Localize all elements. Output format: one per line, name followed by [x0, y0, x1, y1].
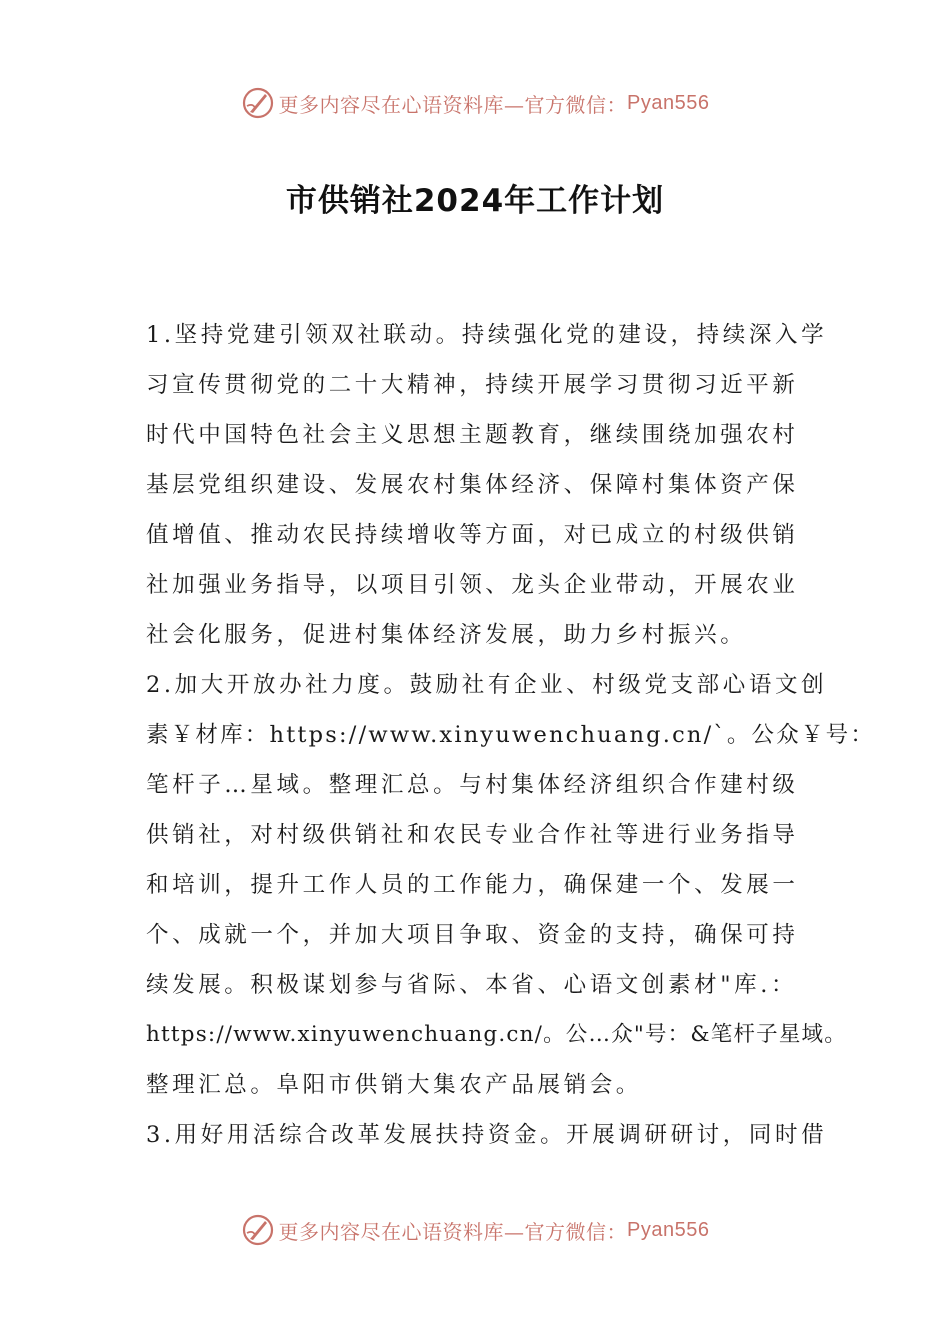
- quill-pen-icon: [241, 1213, 275, 1247]
- text-line: 供销社，对村级供销社和农民专业合作社等进行业务指导: [146, 822, 799, 848]
- text-line: 整理汇总。阜阳市供销大集农产品展销会。: [146, 1072, 642, 1098]
- document-body: [146, 310, 876, 1160]
- text-line: 3.用好用活综合改革发展扶持资金。开展调研研讨，同时借: [146, 1122, 828, 1148]
- watermark-header: [0, 83, 950, 123]
- text-line: 和培训，提升工作人员的工作能力，确保建一个、发展一: [146, 872, 799, 898]
- wechat-id: Pyan556: [627, 91, 710, 114]
- text-line: https://www.xinyuwenchuang.cn/。公…众"号：&笔杆子星域。: [146, 1022, 847, 1047]
- text-line: 2.加大开放办社力度。鼓励社有企业、村级党支部心语文创: [146, 672, 828, 698]
- text-line: 个、成就一个，并加大项目争取、资金的支持，确保可持: [146, 922, 799, 948]
- watermark-text: 更多内容尽在心语资料库—官方微信：: [278, 92, 628, 117]
- text-line: 1.坚持党建引领双社联动。持续强化党的建设，持续深入学: [146, 322, 828, 348]
- text-line: 社加强业务指导，以项目引领、龙头企业带动，开展农业: [146, 572, 799, 598]
- watermark-text: 更多内容尽在心语资料库—官方微信：: [278, 1219, 628, 1244]
- quill-pen-icon: [241, 86, 275, 120]
- text-line: 笔杆子…星域。整理汇总。与村集体经济组织合作建村级: [146, 772, 799, 798]
- wechat-id: Pyan556: [627, 1218, 710, 1241]
- text-line: 基层党组织建设、发展农村集体经济、保障村集体资产保: [146, 472, 799, 498]
- text-line: 素￥材库：https://www.xinyuwenchuang.cn/`。公众￥号：: [146, 722, 876, 748]
- text-line: 值增值、推动农民持续增收等方面，对已成立的村级供销: [146, 522, 799, 548]
- text-line: 习宣传贯彻党的二十大精神，持续开展学习贯彻习近平新: [146, 372, 799, 398]
- text-line: 社会化服务，促进村集体经济发展，助力乡村振兴。: [146, 622, 747, 648]
- page-title: 市供销社2024年工作计划: [285, 183, 665, 219]
- watermark-footer: [0, 1210, 950, 1250]
- text-line: 时代中国特色社会主义思想主题教育，继续围绕加强农村: [146, 422, 799, 448]
- text-line: 续发展。积极谋划参与省际、本省、心语文创素材"库.：: [146, 972, 798, 998]
